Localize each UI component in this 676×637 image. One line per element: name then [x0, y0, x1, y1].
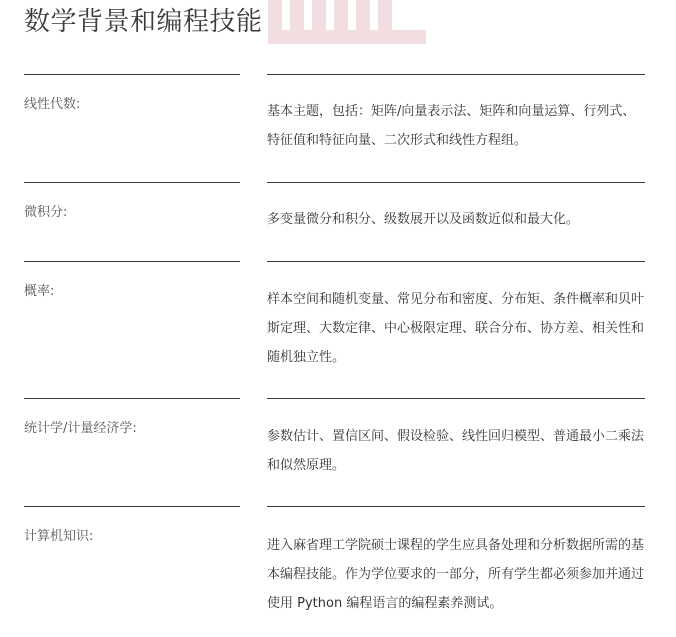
section-label: 统计学/计量经济学: — [24, 421, 137, 436]
section-label: 线性代数: — [24, 97, 81, 112]
divider-right — [267, 261, 645, 262]
divider-right — [267, 506, 645, 507]
watermark-logo — [268, 0, 426, 44]
divider-left — [24, 398, 240, 399]
section-description: 样本空间和随机变量、常见分布和密度、分布矩、条件概率和贝叶斯定理、大数定律、中心极限定理、联合分布、协方差、相关性和随机独立性。 — [267, 292, 645, 365]
section-label: 概率: — [24, 284, 55, 299]
divider-left — [24, 182, 240, 183]
page-title: 数学背景和编程技能 — [24, 7, 263, 37]
section-description: 进入麻省理工学院硕士课程的学生应具备处理和分析数据所需的基本编程技能。作为学位要求的一部分，所有学生都必须参加并通过使用 Python 编程语言的编程素养测试。 — [267, 538, 645, 611]
divider-right — [267, 182, 645, 183]
divider-left — [24, 261, 240, 262]
divider-left — [24, 506, 240, 507]
section-description: 多变量微分和积分、级数展开以及函数近似和最大化。 — [267, 212, 580, 227]
section-description: 基本主题，包括：矩阵/向量表示法、矩阵和向量运算、行列式、特征值和特征向量、二次形式和线性方程组。 — [267, 104, 636, 148]
divider-right — [267, 74, 645, 75]
divider-right — [267, 398, 645, 399]
section-label: 微积分: — [24, 205, 68, 220]
divider-left — [24, 74, 240, 75]
section-label: 计算机知识: — [24, 529, 94, 544]
section-description: 参数估计、置信区间、假设检验、线性回归模型、普通最小二乘法和似然原理。 — [267, 429, 645, 473]
